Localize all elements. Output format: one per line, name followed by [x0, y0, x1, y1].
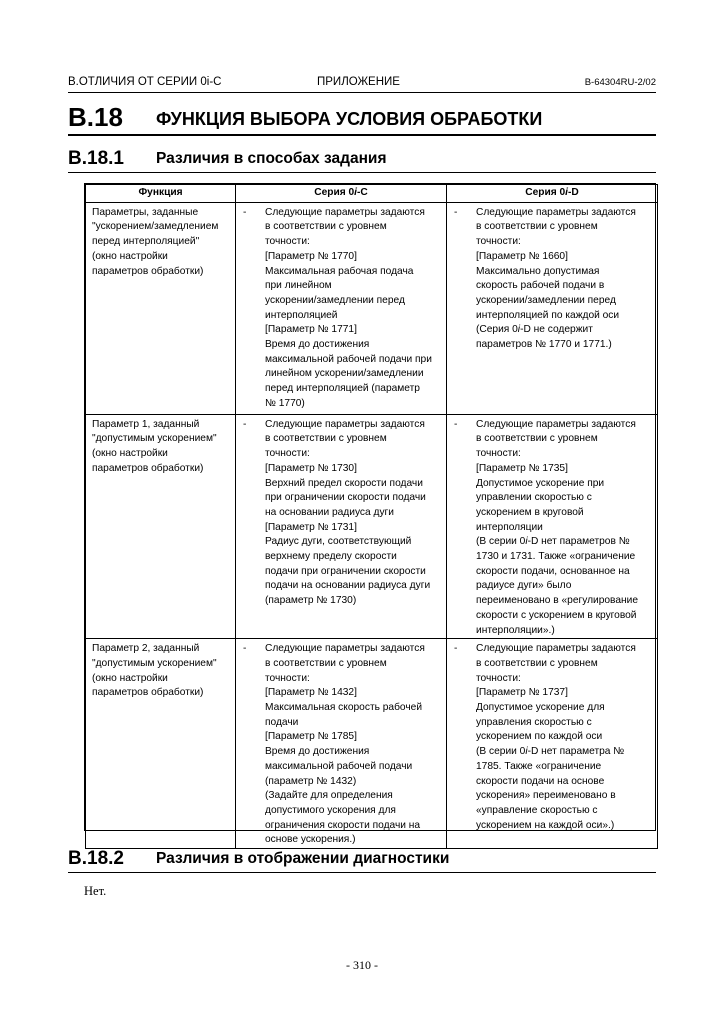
- cell-line: ускорением в круговой: [476, 506, 584, 518]
- table-row: [86, 202, 658, 414]
- cell-line: подачи при ограничении скорости: [265, 565, 426, 577]
- function-cell: [86, 414, 236, 639]
- cell-line: (В серии 0i-D нет параметра №: [476, 746, 625, 758]
- function-line: перед интерполяцией": [92, 236, 200, 248]
- cell-line: скорость рабочей подачи в: [476, 280, 605, 292]
- cell-line: Время до достижения: [265, 339, 370, 351]
- cell-line: 1730 и 1731. Также «ограничение: [476, 551, 636, 563]
- function-line: параметров обработки): [92, 462, 204, 474]
- cell-line: Максимальная скорость рабочей: [265, 702, 423, 714]
- cell-line: переименовано в «регулирование: [476, 595, 638, 607]
- cell-line: [Параметр № 1730]: [265, 462, 357, 474]
- cell-line: точности:: [265, 236, 310, 248]
- bullet-dash: -: [243, 643, 247, 655]
- table-row: [86, 639, 658, 849]
- cell-line: при линейном: [265, 280, 332, 292]
- cell-line: (В серии 0i-D нет параметров №: [476, 536, 630, 548]
- cell-line: максимальной рабочей подачи при: [265, 353, 432, 365]
- function-cell: [86, 639, 236, 849]
- subsection-title: Различия в способах задания: [156, 150, 387, 167]
- cell-line: Следующие параметры задаются: [476, 643, 636, 655]
- cell-line: интерполяцией: [265, 309, 338, 321]
- bullet-dash: -: [454, 643, 458, 655]
- subsection-title: Различия в отображении диагностики: [156, 850, 450, 867]
- cell-line: параметров № 1770 и 1771.): [476, 339, 612, 351]
- cell-line: ускорением по каждой оси: [476, 731, 603, 743]
- cell-line: (параметр № 1730): [265, 595, 357, 607]
- cell-line: максимальной рабочей подачи: [265, 760, 413, 772]
- running-header: [68, 76, 656, 93]
- function-line: "ускорением/замедлением: [92, 221, 219, 233]
- cell-line: в соответствии с уровнем: [476, 657, 598, 669]
- cell-line: Верхний предел скорости подачи: [265, 477, 423, 489]
- column-header-series-d: Серия 0i-D: [447, 185, 658, 203]
- table-row: [86, 414, 658, 639]
- function-line: (окно настройки: [92, 250, 168, 262]
- cell-line: [Параметр № 1432]: [265, 687, 357, 699]
- section-number: B.18: [68, 102, 123, 132]
- cell-line: интерполяции».): [476, 624, 555, 636]
- cell-line: Следующие параметры задаются: [476, 206, 636, 218]
- cell-line: интерполяцией по каждой оси: [476, 309, 620, 321]
- cell-line: Максимальная рабочая подача: [265, 265, 414, 277]
- cell-line: Допустимое ускорение для: [476, 702, 605, 714]
- cell-line: на основании радиуса дуги: [265, 506, 394, 518]
- cell-line: Время до достижения: [265, 746, 370, 758]
- function-line: параметров обработки): [92, 265, 204, 277]
- cell-line: точности:: [265, 672, 310, 684]
- comparison-table: [84, 183, 656, 846]
- cell-line: ограничения скорости подачи на: [265, 819, 421, 831]
- cell-line: скорости подачи на основе: [476, 775, 605, 787]
- function-line: "допустимым ускорением": [92, 433, 217, 445]
- section-title: ФУНКЦИЯ ВЫБОРА УСЛОВИЯ ОБРАБОТКИ: [156, 109, 543, 129]
- cell-line: [Параметр № 1660]: [476, 250, 568, 262]
- series-d-cell: [447, 414, 658, 639]
- subsection-number: B.18.2: [68, 848, 124, 869]
- cell-line: перед интерполяцией (параметр: [265, 383, 420, 395]
- header-doc-code: B-64304RU-2/02: [584, 77, 656, 88]
- cell-line: в соответствии с уровнем: [265, 433, 387, 445]
- cell-line: [Параметр № 1735]: [476, 462, 568, 474]
- cell-line: радиусе дуги» было: [476, 580, 572, 592]
- cell-line: в соответствии с уровнем: [476, 433, 598, 445]
- page-number: - 310 -: [346, 958, 378, 972]
- cell-line: в соответствии с уровнем: [265, 221, 387, 233]
- column-header-series-c: Серия 0i-C: [236, 185, 447, 203]
- cell-line: Следующие параметры задаются: [265, 418, 425, 430]
- cell-line: (Задайте для определения: [265, 790, 393, 802]
- cell-line: (Серия 0i-D не содержит: [476, 324, 593, 336]
- cell-line: точности:: [265, 448, 310, 460]
- cell-line: Допустимое ускорение при: [476, 477, 605, 489]
- cell-line: № 1770): [265, 397, 305, 409]
- subsection-heading-1: [68, 148, 656, 173]
- cell-line: Максимально допустимая: [476, 265, 600, 277]
- function-cell: [86, 202, 236, 414]
- cell-line: [Параметр № 1737]: [476, 687, 568, 699]
- cell-line: [Параметр № 1770]: [265, 250, 357, 262]
- function-line: Параметр 2, заданный: [92, 643, 200, 655]
- cell-line: верхнему пределу скорости: [265, 551, 397, 563]
- bullet-dash: -: [243, 418, 247, 430]
- body-text: Нет.: [84, 884, 107, 898]
- series-d-cell: [447, 639, 658, 849]
- cell-line: Следующие параметры задаются: [265, 206, 425, 218]
- header-appendix: ПРИЛОЖЕНИЕ: [317, 76, 400, 88]
- cell-line: 1785. Также «ограничение: [476, 760, 602, 772]
- cell-line: ускорения» переименовано в: [476, 790, 616, 802]
- cell-line: линейном ускорении/замедлении: [265, 368, 424, 380]
- cell-line: интерполяции: [476, 521, 543, 533]
- function-line: "допустимым ускорением": [92, 657, 217, 669]
- cell-line: управлении скоростью с: [476, 492, 592, 504]
- cell-line: точности:: [476, 236, 521, 248]
- cell-line: (параметр № 1432): [265, 775, 357, 787]
- series-c-cell: [236, 639, 447, 849]
- cell-line: «управление скоростью с: [476, 804, 598, 816]
- cell-line: [Параметр № 1785]: [265, 731, 357, 743]
- subsection-heading-2: [68, 848, 656, 873]
- cell-line: [Параметр № 1771]: [265, 324, 357, 336]
- cell-line: скорости с ускорением в круговой: [476, 609, 637, 621]
- series-d-cell: [447, 202, 658, 414]
- function-line: (окно настройки: [92, 448, 168, 460]
- cell-line: основе ускорения.): [265, 834, 356, 846]
- cell-line: Следующие параметры задаются: [476, 418, 636, 430]
- function-line: параметров обработки): [92, 687, 204, 699]
- cell-line: ускорением на каждой оси».): [476, 819, 615, 831]
- cell-line: [Параметр № 1731]: [265, 521, 357, 533]
- header-chapter: B.ОТЛИЧИЯ ОТ СЕРИИ 0i-C: [68, 76, 222, 88]
- section-heading: [68, 100, 656, 136]
- cell-line: в соответствии с уровнем: [265, 657, 387, 669]
- table-header-row: [86, 185, 658, 203]
- cell-line: скорости подачи, основанное на: [476, 565, 630, 577]
- series-c-cell: [236, 202, 447, 414]
- function-line: (окно настройки: [92, 672, 168, 684]
- cell-line: допустимого ускорения для: [265, 804, 396, 816]
- cell-line: Радиус дуги, соответствующий: [265, 536, 412, 548]
- bullet-dash: -: [243, 206, 247, 218]
- cell-line: в соответствии с уровнем: [476, 221, 598, 233]
- cell-line: при ограничении скорости подачи: [265, 492, 426, 504]
- bullet-dash: -: [454, 418, 458, 430]
- cell-line: Следующие параметры задаются: [265, 643, 425, 655]
- cell-line: ускорении/замедлении перед: [265, 294, 405, 306]
- function-line: Параметры, заданные: [92, 206, 199, 218]
- cell-line: точности:: [476, 672, 521, 684]
- cell-line: точности:: [476, 448, 521, 460]
- cell-line: ускорении/замедлении перед: [476, 294, 616, 306]
- bullet-dash: -: [454, 206, 458, 218]
- cell-line: подачи на основании радиуса дуги: [265, 580, 431, 592]
- cell-line: подачи: [265, 716, 299, 728]
- column-header-function: Функция: [86, 185, 236, 203]
- series-c-cell: [236, 414, 447, 639]
- subsection-number: B.18.1: [68, 148, 124, 169]
- function-line: Параметр 1, заданный: [92, 418, 200, 430]
- cell-line: управления скоростью с: [476, 716, 592, 728]
